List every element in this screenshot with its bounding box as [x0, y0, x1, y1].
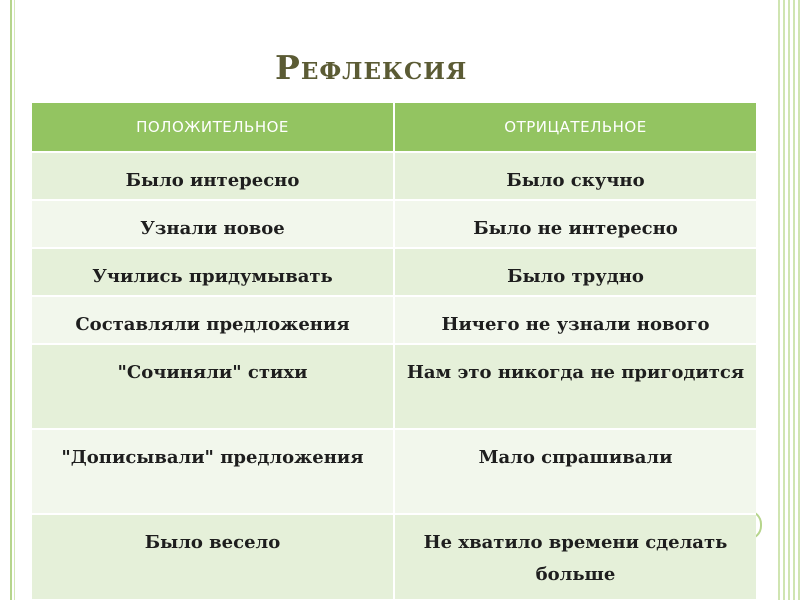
table-row — [32, 344, 756, 429]
table-row — [32, 200, 756, 248]
table-cell: Было трудно — [394, 248, 756, 296]
table-cell: "Сочиняли" стихи — [32, 344, 394, 429]
table-row — [32, 248, 756, 296]
table-cell: Было не интересно — [394, 200, 756, 248]
table-cell: Составляли предложения — [32, 296, 394, 344]
table-row — [32, 514, 756, 599]
slide-frame-line-inner — [14, 0, 15, 600]
reflection-table — [32, 103, 756, 599]
slide-title: Рефлексия — [275, 48, 468, 87]
slide-frame-line — [10, 0, 12, 600]
table-row — [32, 429, 756, 514]
table-cell: Было весело — [32, 514, 394, 599]
table-cell: Нам это никогда не пригодится — [394, 344, 756, 429]
header-negative: ОТРИЦАТЕЛЬНОЕ — [394, 103, 756, 152]
table-cell: Ничего не узнали нового — [394, 296, 756, 344]
table-cell: Мало спрашивали — [394, 429, 756, 514]
table-header-row — [32, 103, 756, 152]
table-cell: "Дописывали" предложения — [32, 429, 394, 514]
table-row — [32, 152, 756, 200]
table-cell: Учились придумывать — [32, 248, 394, 296]
table-cell: Не хватило времени сделать больше — [394, 514, 756, 599]
decorative-stripes — [778, 0, 800, 600]
table-cell: Было скучно — [394, 152, 756, 200]
table-row — [32, 296, 756, 344]
table-cell: Узнали новое — [32, 200, 394, 248]
header-positive: ПОЛОЖИТЕЛЬНОЕ — [32, 103, 394, 152]
table-cell: Было интересно — [32, 152, 394, 200]
